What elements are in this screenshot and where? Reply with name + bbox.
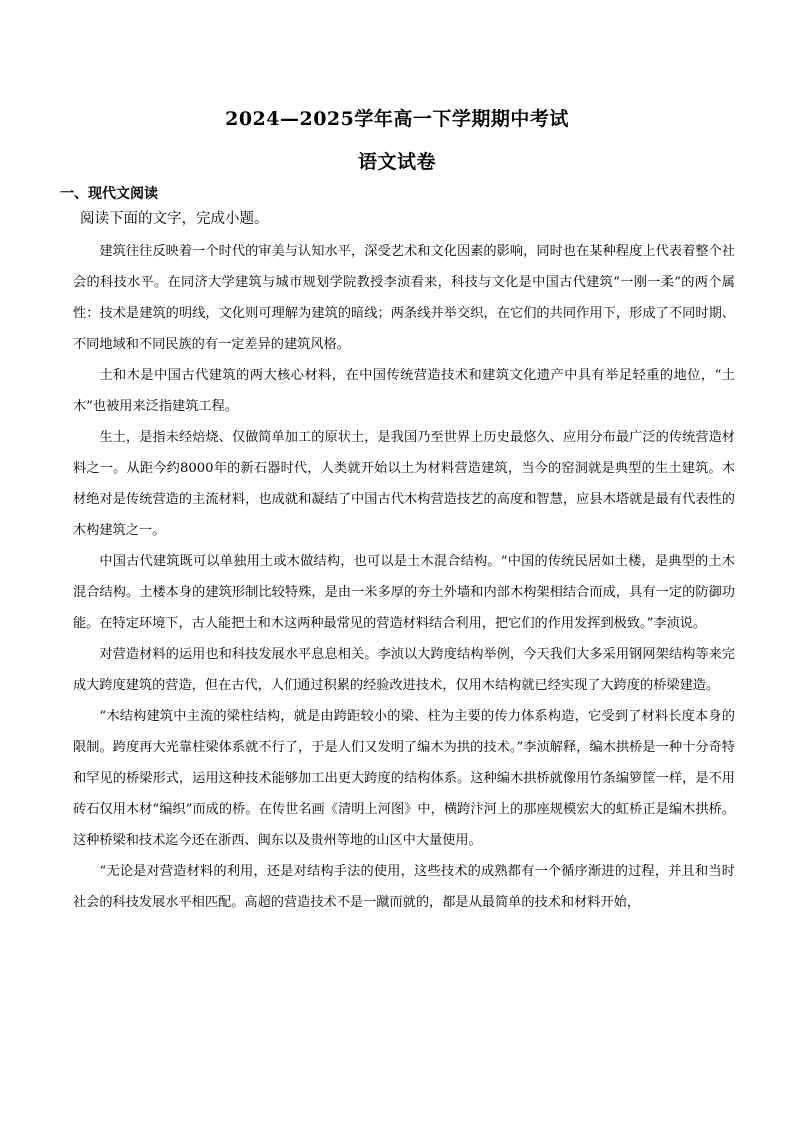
page-subtitle: 语文试卷 xyxy=(357,151,436,173)
section-heading: 一、现代文阅读 xyxy=(60,186,158,202)
passage-paragraph: 中国古代建筑既可以单独用土或木做结构，也可以是土木混合结构。“中国的传统民居如土楼，是典型的土木混合结构。土楼本身的建筑形制比较特殊，是由一米多厚的夯土外墙和内部木构架相结合而成，具有一定的防御功能。在特定环境下，古人能把土和木这两种最常见的营造材料结合利用，把它们的作用发挥到极致。”李浈说。 xyxy=(73,554,735,631)
passage-paragraph: 土和木是中国古代建筑的两大核心材料，在中国传统营造技术和建筑文化遗产中具有举足轻重的地位，“土木”也被用来泛指建筑工程。 xyxy=(73,368,735,414)
reading-passage xyxy=(73,236,735,918)
passage-paragraph: “无论是对营造材料的利用，还是对结构手法的使用，这些技术的成熟都有一个循序渐进的过程，并且和当时社会的科技发展水平相匹配。高超的营造技术不是一蹴而就的，都是从最简单的技术和材料开始， xyxy=(73,864,735,910)
passage-paragraph: 建筑往往反映着一个时代的审美与认知水平，深受艺术和文化因素的影响，同时也在某种程度上代表着整个社会的科技水平。在同济大学建筑与城市规划学院教授李浈看来，科技与文化是中国古代建筑“一刚一柔”的两个属性：技术是建筑的明线，文化则可理解为建筑的暗线；两条线并举交织，在它们的共同作用下，形成了不同时期、不同地域和不同民族的有一定差异的建筑风格。 xyxy=(73,244,735,352)
reading-instruction: 阅读下面的文字，完成小题。 xyxy=(80,211,269,227)
passage-paragraph: “木结构建筑中主流的梁柱结构，就是由跨距较小的梁、柱为主要的传力体系构造，它受到了材料长度本身的限制。跨度再大光靠柱梁体系就不行了，于是人们又发明了编木为拱的技术。”李浈解释，编木拱桥是一种十分奇特和罕见的桥梁形式，运用这种技术能够加工出更大跨度的结构体系。这种编木拱桥就像用竹条编箩筐一样，是不用砖石仅用木材“编织”而成的桥。在传世名画《清明上河图》中，横跨汴河上的那座规模宏大的虹桥正是编木拱桥。这种桥梁和技术迄今还在浙西、闽东以及贵州等地的山区中大量使用。 xyxy=(73,709,735,848)
passage-paragraph: 对营造材料的运用也和科技发展水平息息相关。李浈以大跨度结构举例，今天我们大多采用钢网架结构等来完成大跨度建筑的营造，但在古代，人们通过积累的经验改进技术，仅用木结构就已经实现了大跨度的桥梁建造。 xyxy=(73,647,735,693)
page-title: 2024—2025学年高一下学期期中考试 xyxy=(225,108,569,130)
passage-paragraph: 生土，是指未经焙烧、仅做简单加工的原状土，是我国乃至世界上历史最悠久、应用分布最广泛的传统营造材料之一。从距今约8000年的新石器时代，人类就开始以土为材料营造建筑，当今的窑洞就是典型的生土建筑。木材绝对是传统营造的主流材料，也成就和凝结了中国古代木构营造技艺的高度和智慧，应县木塔就是最有代表性的木构建筑之一。 xyxy=(73,430,735,538)
